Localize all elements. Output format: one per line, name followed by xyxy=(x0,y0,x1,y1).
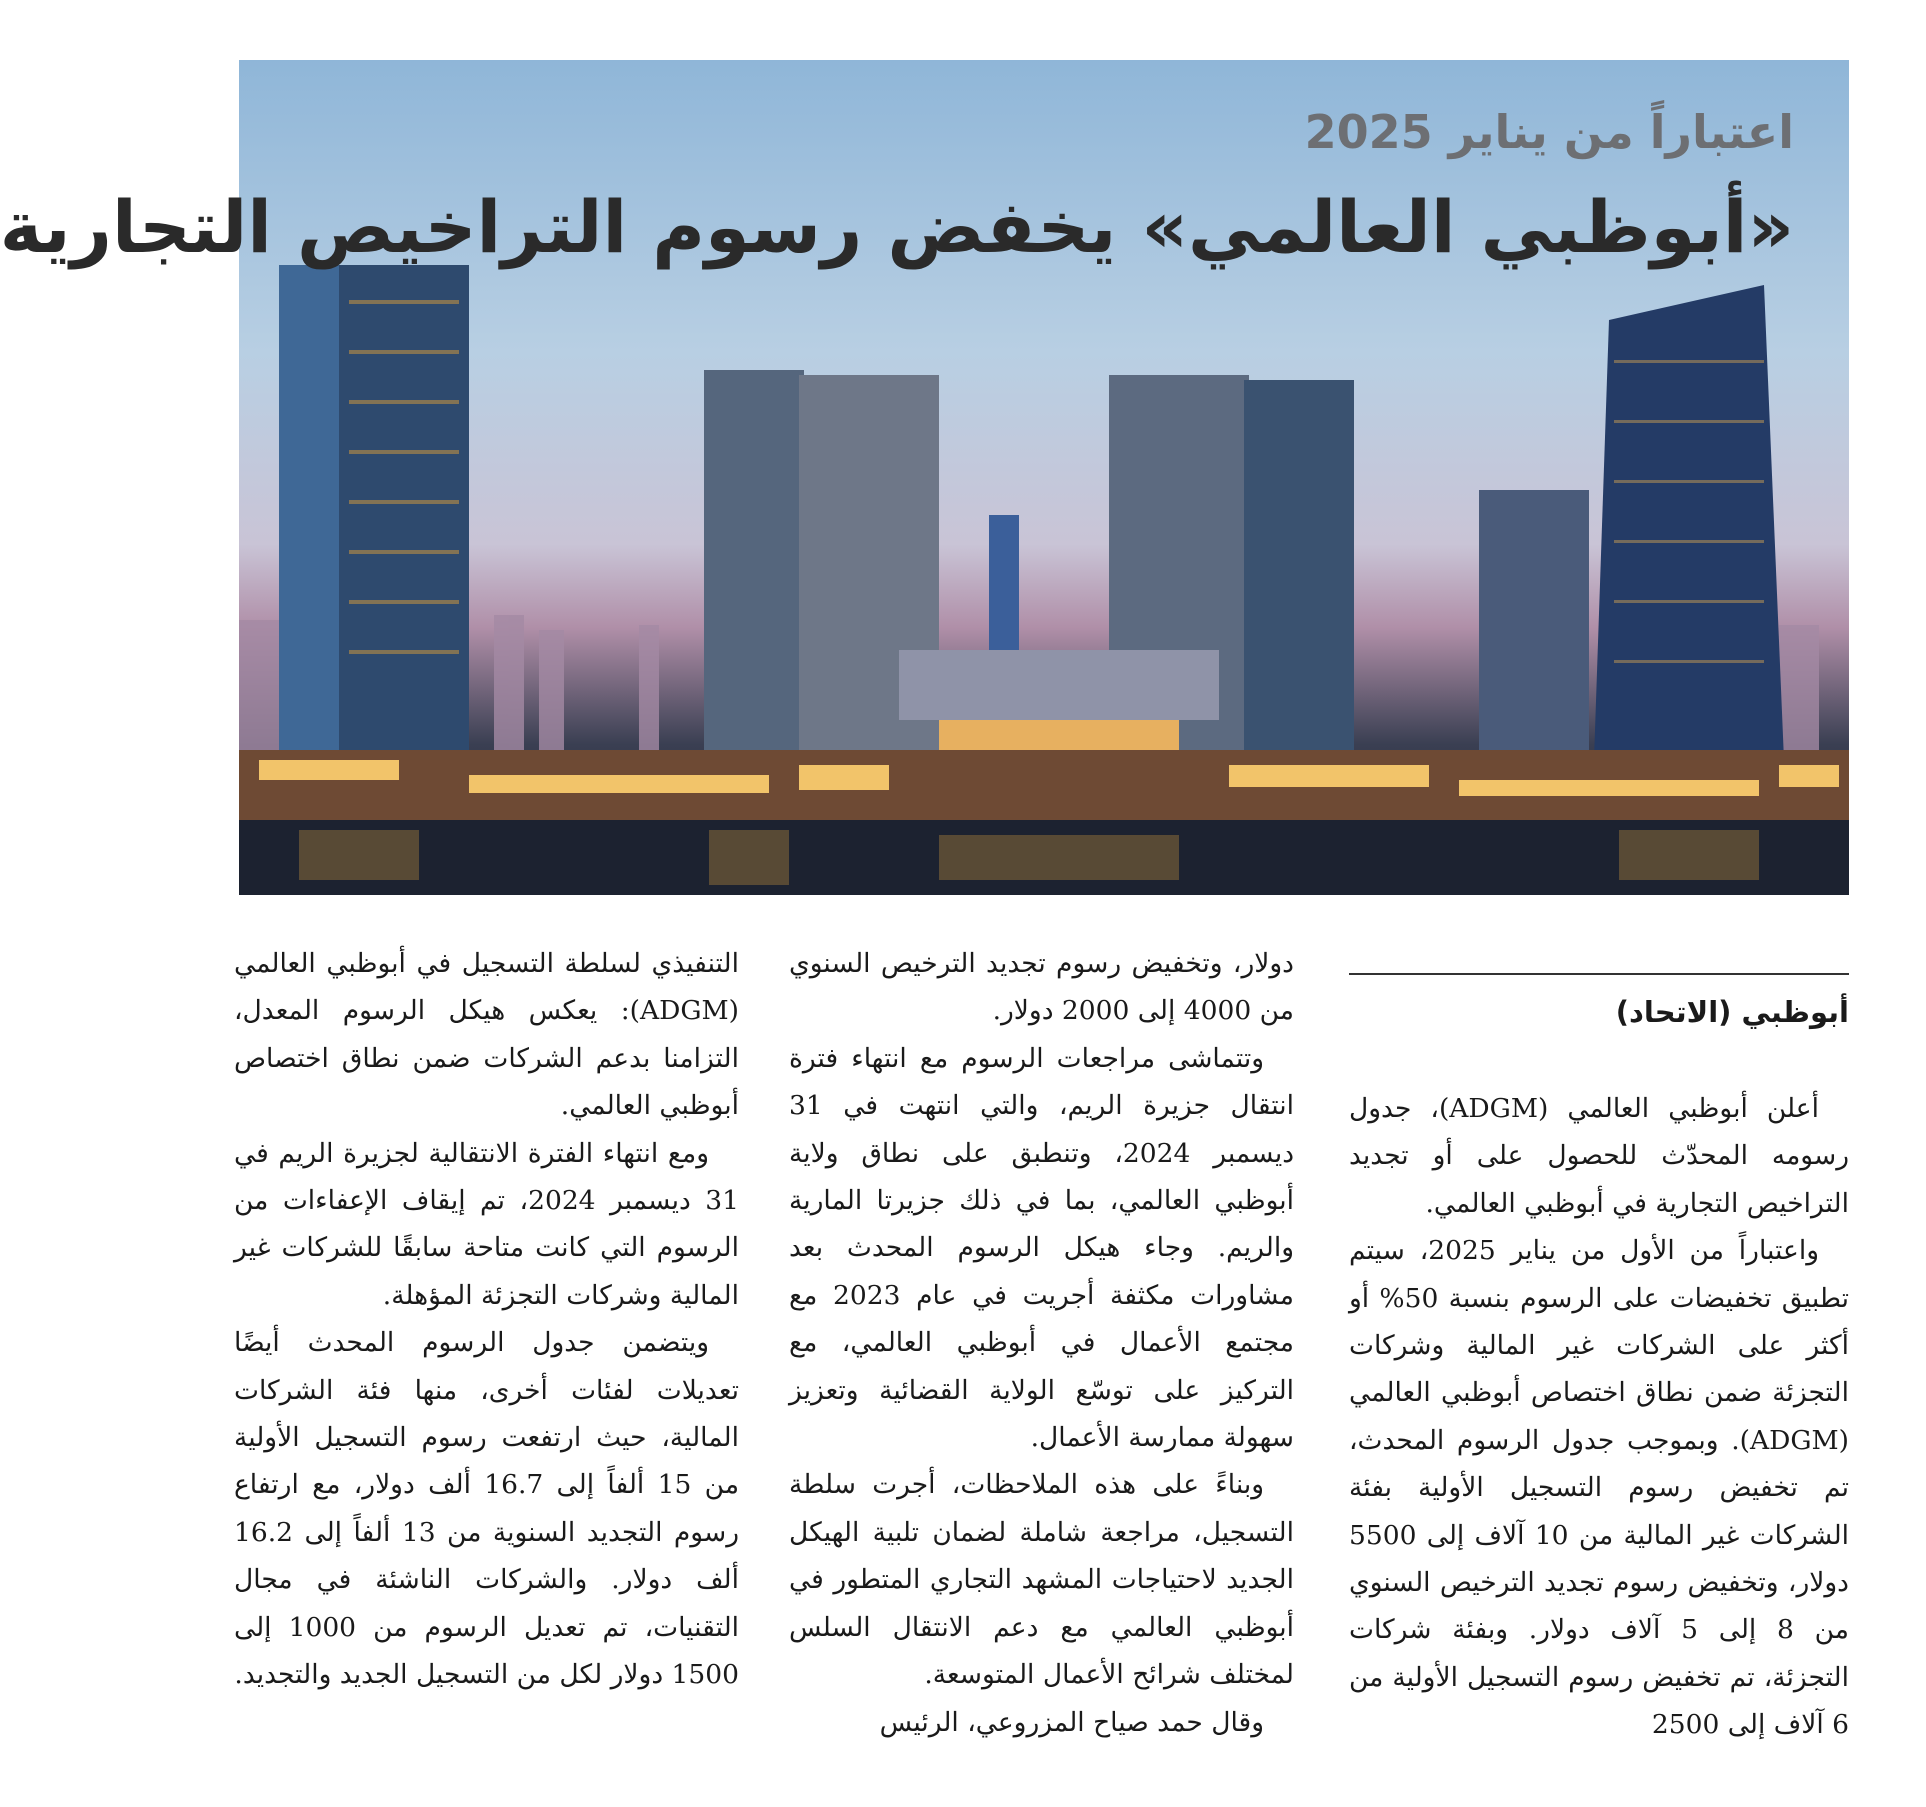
paragraph: أعلن أبوظبي العالمي (ADGM)، جدول رسومه المحدّث للحصول على أو تجديد التراخيص التجارية في أبوظبي العالمي. xyxy=(1349,1093,1849,1219)
paragraph: وتتماشى مراجعات الرسوم مع انتهاء فترة انتقال جزيرة الريم، والتي انتهت في 31 ديسمبر 2024، وتنطبق على نطاق ولاية أبوظبي العالمي، بما في ذلك جزيرتا المارية والريم. وجاء هيكل الرسوم المحدث بعد مشاورات مكثفة أجريت في عام 2023 مع مجتمع الأعمال في أبوظبي العالمي، مع التركيز على توسّع الولاية القضائية وتعزيز سهولة ممارسة الأعمال. xyxy=(789,1042,1294,1454)
paragraph: ومع انتهاء الفترة الانتقالية لجزيرة الريم في 31 ديسمبر 2024، تم إيقاف الإعفاءات من الرسوم التي كانت متاحة سابقًا للشركات غير المالية وشركات التجزئة المؤهلة. xyxy=(234,1137,739,1311)
city-skyline-photo xyxy=(0,60,1849,895)
byline-divider xyxy=(1349,973,1849,975)
byline: أبوظبي (الاتحاد) xyxy=(1615,995,1849,1029)
paragraph: التنفيذي لسلطة التسجيل في أبوظبي العالمي (ADGM): يعكس هيكل الرسوم المعدل، التزامنا بدعم الشركات ضمن نطاق اختصاص أبوظبي العالمي. xyxy=(234,948,739,1122)
article-column-3 xyxy=(234,940,739,1699)
article-column-1 xyxy=(1349,1085,1849,1749)
paragraph: دولار، وتخفيض رسوم تجديد الترخيص السنوي من 4000 إلى 2000 دولار. xyxy=(789,948,1294,1027)
paragraph: وبناءً على هذه الملاحظات، أجرت سلطة التسجيل، مراجعة شاملة لضمان تلبية الهيكل الجديد لاحتياجات المشهد التجاري المتطور في أبوظبي العالمي مع دعم الانتقال السلس لمختلف شرائح الأعمال المتوسعة. xyxy=(789,1469,1294,1691)
paragraph: ويتضمن جدول الرسوم المحدث أيضًا تعديلات لفئات أخرى، منها فئة الشركات المالية، حيث ارتفعت رسوم التسجيل الأولية من 15 ألفاً إلى 16.7 ألف دولار، مع ارتفاع رسوم التجديد السنوية من 13 ألفاً إلى 16.2 ألف دولار. والشركات الناشئة في مجال التقنيات، تم تعديل الرسوم من 1000 إلى 1500 دولار لكل من التسجيل الجديد والتجديد. xyxy=(234,1327,740,1691)
paragraph: واعتباراً من الأول من يناير 2025، سيتم تطبيق تخفيضات على الرسوم بنسبة 50% أو أكثر على الشركات غير المالية وشركات التجزئة ضمن نطاق اختصاص أبوظبي العالمي (ADGM). وبموجب جدول الرسوم المحدث، تم تخفيض رسوم التسجيل الأولية بفئة الشركات غير المالية من 10 آلاف إلى 5500 دولار، وتخفيض رسوم تجديد الترخيص السنوي من 8 إلى 5 آلاف دولار. وبفئة شركات التجزئة، تم تخفيض رسوم التسجيل الأولية من 6 آلاف إلى 2500 xyxy=(1349,1235,1850,1741)
paragraph: وقال حمد صياح المزروعي، الرئيس xyxy=(879,1706,1264,1738)
article-column-2 xyxy=(789,940,1294,1746)
kicker-date: اعتباراً من يناير 2025 xyxy=(1304,105,1794,159)
headline: «أبوظبي العالمي» يخفض رسوم التراخيص التجارية xyxy=(0,185,1794,269)
